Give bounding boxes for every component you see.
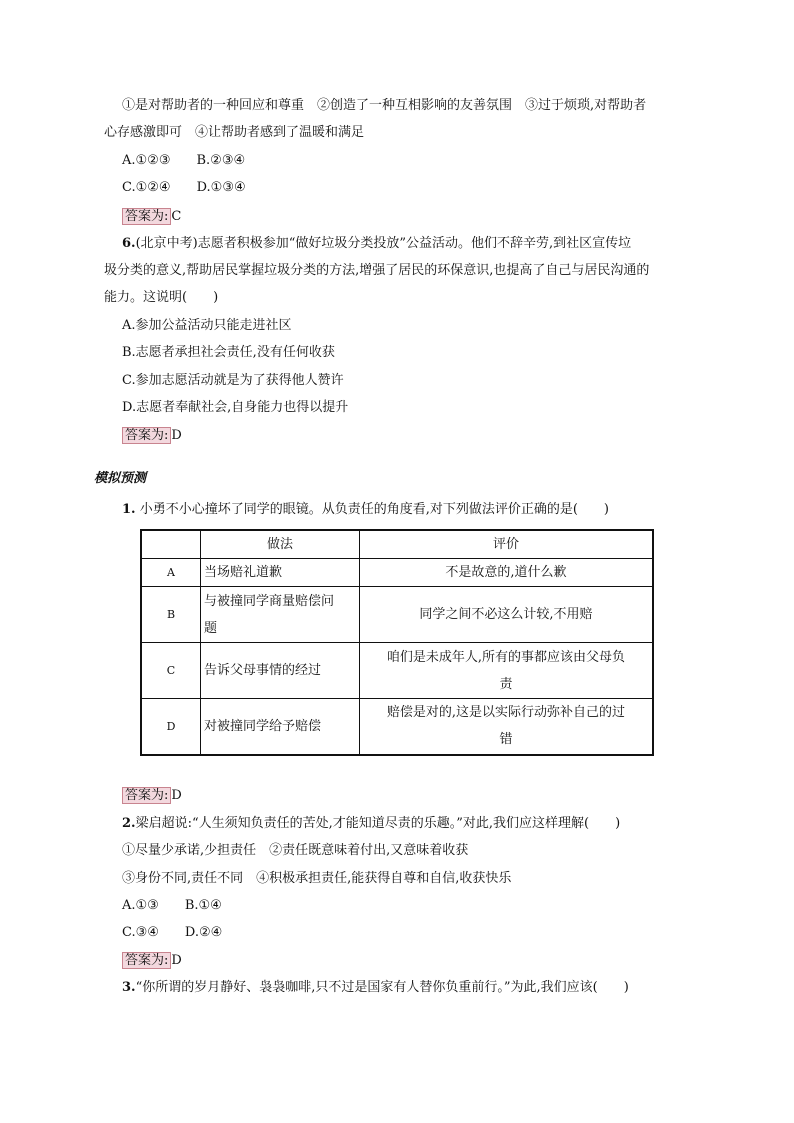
q6-option-a: A.参加公益活动只能走进社区 [122,318,292,333]
m2-stem: 2.梁启超说:“人生须知负责任的苦处,才能知道尽责的乐趣。”对此,我们应这样理解( ) [122,816,621,831]
row-eval: 不是故意的,道什么歉 [360,559,654,587]
m2-answer [122,952,182,968]
table-header-action: 做法 [201,530,360,559]
row-eval: 同学之间不必这么计较,不用赔 [360,587,654,643]
m1-number: 1. [122,502,136,517]
m1-answer [122,787,182,803]
answer-value: C [171,209,182,224]
q5-options-cd: C.①②④ D.①③④ [122,180,246,195]
m2-options-ab: A.①③ B.①④ [122,898,222,913]
q6-option-d: D.志愿者奉献社会,自身能力也得以提升 [122,400,349,415]
table-row [141,699,653,755]
m3-stem: 3.“你所谓的岁月静好、袅袅咖啡,只不过是国家有人替你负重前行。”为此,我们应该( ) [122,980,629,995]
q6-option-b: B.志愿者承担社会责任,没有任何收获 [122,345,335,360]
row-key: D [141,699,201,755]
q5-options-ab: A.①②③ B.②③④ [122,153,246,168]
q6-option-c: C.参加志愿活动就是为了获得他人赞许 [122,373,344,388]
table-header-eval: 评价 [360,530,654,559]
q5-statements-line1: ①是对帮助者的一种回应和尊重 ②创造了一种互相影响的友善氛围 ③过于烦琐,对帮助者 [122,98,647,113]
answer-label: 答案为: [122,427,171,444]
answer-value: D [171,428,182,443]
row-key: B [141,587,201,643]
q6-stem-line2: 圾分类的意义,帮助居民掌握垃圾分类的方法,增强了居民的环保意识,也提高了自己与居民沟通的 [104,263,650,278]
row-action: 对被撞同学给予赔偿 [201,699,360,755]
table-row [141,587,653,643]
m2-statements-line2: ③身份不同,责任不同 ④积极承担责任,能获得自尊和自信,收获快乐 [122,871,512,886]
answer-value: D [171,953,182,968]
table-header-row [141,530,653,559]
q6-stem-line3: 能力。这说明( ) [104,290,219,305]
answer-label: 答案为: [122,787,171,804]
section-title: 模拟预测 [94,471,147,486]
row-eval: 咱们是未成年人,所有的事都应该由父母负 责 [360,643,654,699]
row-action: 当场赔礼道歉 [201,559,360,587]
row-key: A [141,559,201,587]
q5-statements-line2: 心存感激即可 ④让帮助者感到了温暖和满足 [104,125,365,140]
m2-statements-line1: ①尽量少承诺,少担责任 ②责任既意味着付出,又意味着收获 [122,843,469,858]
row-action: 与被撞同学商量赔偿问 题 [201,587,360,643]
table-row [141,559,653,587]
m2-number: 2. [122,816,136,831]
m1-stem: 1. 小勇不小心撞坏了同学的眼镜。从负责任的角度看,对下列做法评价正确的是( ) [122,502,609,517]
m3-number: 3. [122,980,136,995]
q5-answer [122,208,181,224]
row-action: 告诉父母事情的经过 [201,643,360,699]
q6-answer [122,427,182,443]
answer-value: D [171,788,182,803]
q6-number: 6. [122,236,136,251]
row-eval: 赔偿是对的,这是以实际行动弥补自己的过 错 [360,699,654,755]
evaluation-table [140,529,654,756]
q6-stem-line1: 6.(北京中考)志愿者积极参加“做好垃圾分类投放”公益活动。他们不辞辛劳,到社区宣传垃 [122,236,632,251]
table-header-blank [141,530,201,559]
row-key: C [141,643,201,699]
table-row [141,643,653,699]
m2-options-cd: C.③④ D.②④ [122,925,223,940]
answer-label: 答案为: [122,952,171,969]
answer-label: 答案为: [122,208,171,225]
